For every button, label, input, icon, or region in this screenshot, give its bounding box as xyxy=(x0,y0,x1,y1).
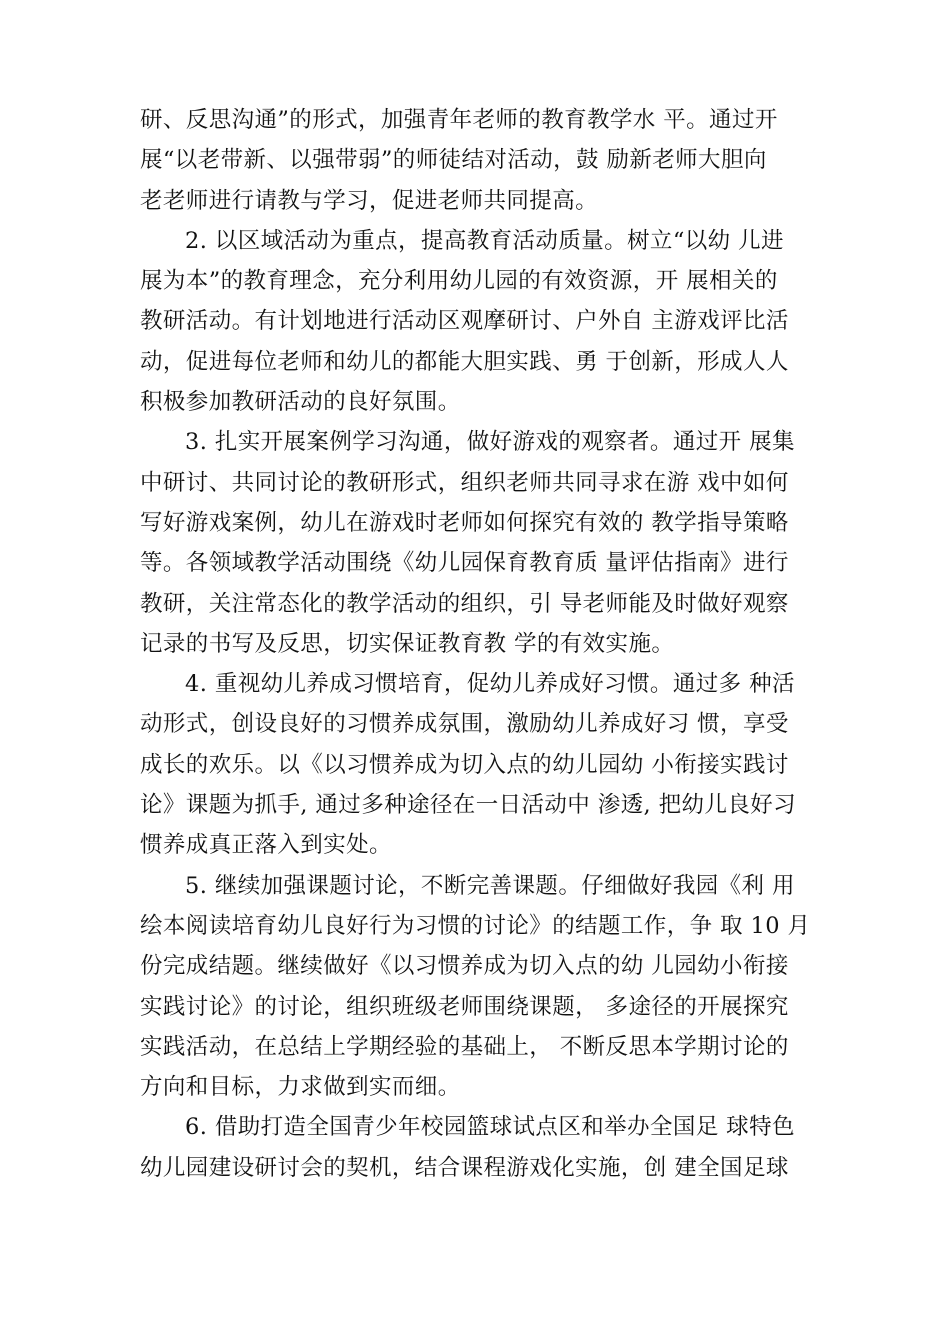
text-line: 老老师进行请教与学习，促进老师共同提高。 xyxy=(140,187,599,214)
paragraph-item-2 xyxy=(140,221,828,422)
document-body xyxy=(140,100,828,1188)
text-line: 4. 重视幼儿养成习惯培育，促幼儿养成好习惯。通过多 种活 xyxy=(185,671,795,698)
paragraph-item-3 xyxy=(140,422,828,664)
text-line: 实践讨论》的讨论，组织班级老师围绕课题， 多途径的开展探究 xyxy=(140,993,789,1020)
text-line: 5. 继续加强课题讨论，不断完善课题。仔细做好我园《利 用 xyxy=(185,872,795,899)
text-line: 等。各领域教学活动围绕《幼儿园保育教育质 量评估指南》进行 xyxy=(140,550,789,577)
text-line: 6. 借助打造全国青少年校园篮球试点区和举办全国足 球特色 xyxy=(185,1114,795,1141)
text-line: 方向和目标，力求做到实而细。 xyxy=(140,1074,461,1101)
text-line: 教研，关注常态化的教学活动的组织，引 导老师能及时做好观察 xyxy=(140,590,789,617)
text-line: 幼儿园建设研讨会的契机，结合课程游戏化实施，创 建全国足球 xyxy=(140,1154,789,1181)
text-line: 积极参加教研活动的良好氛围。 xyxy=(140,389,461,416)
paragraph-item-6 xyxy=(140,1107,828,1188)
text-line: 绘本阅读培育幼儿良好行为习惯的讨论》的结题工作，争 取 10 月 xyxy=(140,912,811,939)
text-line: 中研讨、共同讨论的教研形式，组织老师共同寻求在游 戏中如何 xyxy=(140,469,789,496)
text-line: 成长的欢乐。以《以习惯养成为切入点的幼儿园幼 小衔接实践讨 xyxy=(140,751,789,778)
text-line: 2. 以区域活动为重点，提高教育活动质量。树立“以幼 儿进 xyxy=(185,227,784,254)
text-line: 教研活动。有计划地进行活动区观摩研讨、户外自 主游戏评比活 xyxy=(140,308,789,335)
paragraph-item-5 xyxy=(140,866,828,1108)
text-line: 研、反思沟通”的形式，加强青年老师的教育教学水 平。通过开 xyxy=(140,107,778,133)
text-line: 份完成结题。继续做好《以习惯养成为切入点的幼 儿园幼小衔接 xyxy=(140,953,789,980)
text-line: 动形式，创设良好的习惯养成氛围，激励幼儿养成好习 惯，享受 xyxy=(140,711,789,738)
text-line: 展为本”的教育理念，充分利用幼儿园的有效资源，开 展相关的 xyxy=(140,268,778,295)
text-line: 惯养成真正落入到实处。 xyxy=(140,832,392,859)
text-line: 论》课题为抓手, 通过多种途径在一日活动中 渗透, 把幼儿良好习 xyxy=(140,792,797,819)
paragraph-item-4 xyxy=(140,664,828,865)
paragraph-continued xyxy=(140,100,828,221)
text-line: 写好游戏案例，幼儿在游戏时老师如何探究有效的 教学指导策略 xyxy=(140,509,789,536)
text-line: 实践活动，在总结上学期经验的基础上， 不断反思本学期讨论的 xyxy=(140,1033,789,1060)
text-line: 3. 扎实开展案例学习沟通，做好游戏的观察者。通过开 展集 xyxy=(185,429,795,456)
text-line: 展“以老带新、以强带弱”的师徒结对活动，鼓 励新老师大胆向 xyxy=(140,147,767,174)
text-line: 记录的书写及反思，切实保证教育教 学的有效实施。 xyxy=(140,630,675,657)
text-line: 动，促进每位老师和幼儿的都能大胆实践、勇 于创新，形成人人 xyxy=(140,348,789,375)
